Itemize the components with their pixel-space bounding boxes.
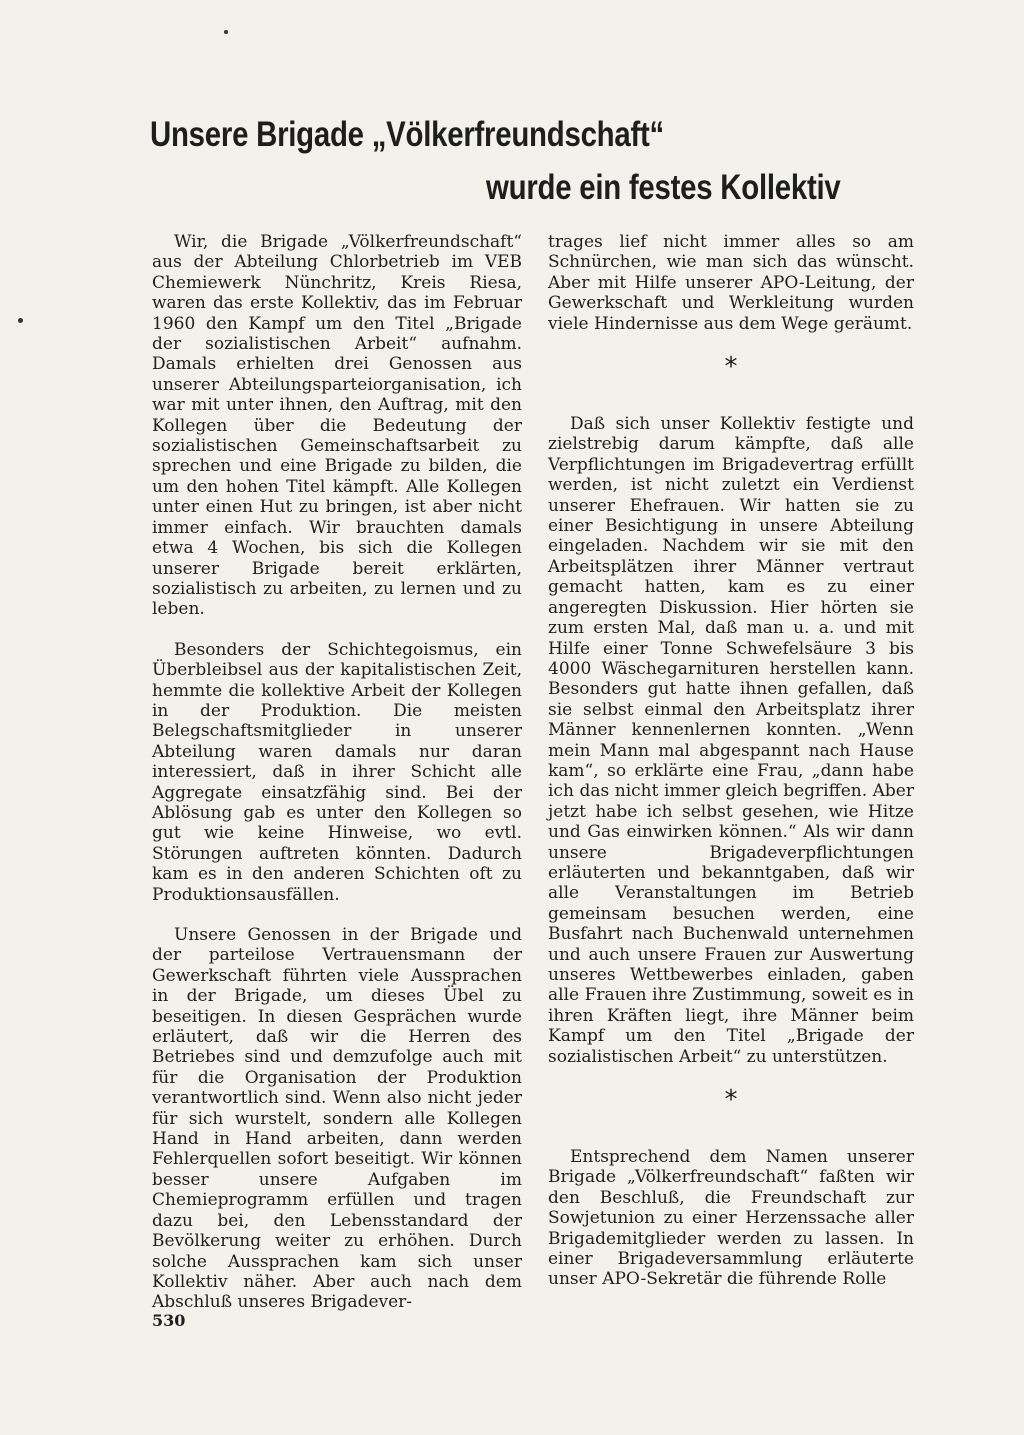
paragraph: Wir, die Brigade „Völkerfreundschaft“ aus der Abteilung Chlorbetrieb im VEB Chemiewerk Nünchritz, Kreis Riesa, waren das erste Kollektiv, das im Februar 1960 den Kampf um den Titel „Brigade der sozialistischen Arbeit“ aufnahm. Damals erhielten drei Genossen aus unserer Abteilungsparteiorganisation, ich war mit unter ihnen, den Auftrag, mit den Kollegen über die Bedeutung der sozialistischen Gemeinschaftsarbeit zu sprechen und eine Brigade zu bilden, die um den hohen Titel kämpft. Alle Kollegen unter einen Hut zu bringen, ist aber nicht immer einfach. Wir brauchten damals etwa 4 Wochen, bis sich die Kollegen unserer Brigade bereit erklärten, sozialistisch zu arbeiten, zu lernen und zu leben. bbox=[152, 232, 522, 620]
paragraph: Besonders der Schichtegoismus, ein Überbleibsel aus der kapitalistischen Zeit, hemmte die kollektive Arbeit der Kollegen in der Produktion. Die meisten Belegschaftsmitglieder in unserer Abteilung waren damals nur daran interessiert, daß in ihrer Schicht alle Aggregate einsatzfähig sind. Bei der Ablösung gab es unter den Kollegen so gut wie keine Hinweise, wo evtl. Störungen auftreten könnten. Dadurch kam es in den anderen Schichten oft zu Produktionsausfällen. bbox=[152, 639, 522, 905]
article-title bbox=[150, 108, 841, 214]
article-title-line-2: wurde ein festes Kollektiv bbox=[486, 168, 841, 207]
paragraph: Unsere Genossen in der Brigade und der parteilose Vertrauensmann der Gewerkschaft führten viele Aussprachen in der Brigade, um dieses Übel zu beseitigen. In diesen Gesprächen wurde erläutert, daß wir die Herren des Betriebes sind und demzufolge auch mit für die Organisation der Produktion verantwortlich sind. Wenn also nicht jeder für sich wurstelt, sondern alle Kollegen Hand in Hand arbeiten, dann werden Fehlerquellen sofort beseitigt. Wir können besser unsere Aufgaben im Chemieprogramm erfüllen und tragen dazu bei, den Lebensstandard der Bevölkerung weiter zu erhöhen. Durch solche Aussprachen kam sich unser Kollektiv näher. Aber auch nach dem Abschluß unseres Brigadever- bbox=[152, 925, 522, 1313]
left-column bbox=[152, 232, 522, 1333]
print-speck bbox=[18, 318, 23, 323]
page-number: 530 bbox=[152, 1311, 186, 1330]
paragraph: Entsprechend dem Namen unserer Brigade „Völkerfreundschaft“ faßten wir den Beschluß, die Freundschaft zur Sowjetunion zu einer Herzenssache aller Brigademitglieder werden zu lassen. In einer Brigadeversammlung erläuterte unser APO-Sekretär die führende Rolle bbox=[548, 1147, 914, 1290]
section-separator: * bbox=[724, 352, 738, 383]
paragraph-continuation: trages lief nicht immer alles so am Schnürchen, wie man sich das wünscht. Aber mit Hilfe unserer APO-Leitung, der Gewerkschaft und Werkleitung wurden viele Hindernisse aus dem Wege geräumt. bbox=[548, 232, 914, 334]
section-separator: * bbox=[724, 1085, 738, 1116]
right-column bbox=[548, 232, 914, 1310]
print-speck bbox=[224, 30, 228, 34]
article-title-line-1: Unsere Brigade „Völkerfreundschaft“ bbox=[150, 115, 665, 154]
paragraph: Daß sich unser Kollektiv festigte und zielstrebig darum kämpfte, daß alle Verpflichtungen im Brigadevertrag erfüllt werden, ist nicht zuletzt ein Verdienst unserer Ehefrauen. Wir hatten sie zu einer Besichtigung in unsere Abteilung eingeladen. Nachdem wir sie mit den Arbeitsplätzen ihrer Männer vertraut gemacht hatten, kam es zu einer angeregten Diskussion. Hier hörten sie zum ersten Mal, daß man u. a. und mit Hilfe einer Tonne Schwefelsäure 3 bis 4000 Wäschegarnituren herstellen kann. Besonders gut hatte ihnen gefallen, daß sie selbst einmal den Arbeitsplatz ihrer Männer kennenlernen konnten. „Wenn mein Mann mal abgespannt nach Hause kam“, so erklärte eine Frau, „dann habe ich das nicht immer gleich begriffen. Aber jetzt habe ich selbst gesehen, wie Hitze und Gas einwirken können.“ Als wir dann unsere Brigadeverpflichtungen erläuterten und bekanntgaben, daß wir alle Veranstaltungen im Betrieb gemeinsam besuchen werden, eine Busfahrt nach Buchenwald unternehmen und auch unsere Frauen zur Auswertung unseres Wettbewerbes einladen, gaben alle Frauen ihre Zustimmung, soweit es in ihren Kräften liegt, ihre Männer beim Kampf um den Titel „Brigade der sozialistischen Arbeit“ zu unterstützen. bbox=[548, 414, 914, 1067]
